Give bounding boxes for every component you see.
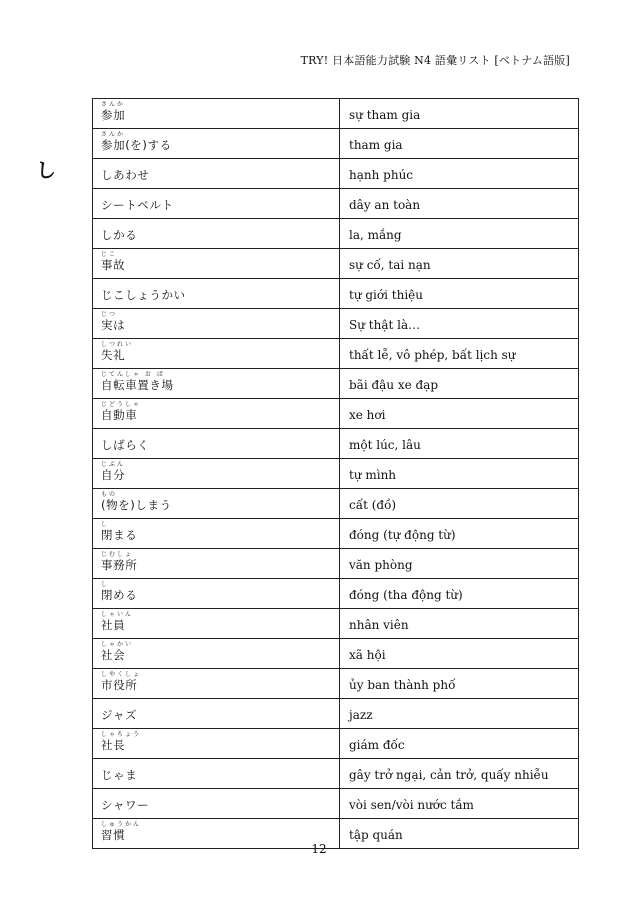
vietnamese-meaning-cell [340,519,579,549]
table-row [93,219,579,249]
japanese-term-cell [93,639,340,669]
vietnamese-meaning: tự giới thiệu [349,288,423,302]
japanese-term-cell [93,369,340,399]
japanese-term: 閉まる [101,528,138,542]
furigana-reading [101,281,339,288]
japanese-term-cell [93,249,340,279]
vietnamese-meaning: xe hơi [349,408,386,422]
furigana-reading [101,161,339,168]
vietnamese-meaning: xã hội [349,648,386,662]
furigana-reading: じむしょ [101,551,134,558]
section-kana-marker: し [36,158,56,182]
vietnamese-meaning-cell [340,279,579,309]
vietnamese-meaning-cell [340,639,579,669]
japanese-term: 事務所 [101,558,138,572]
vietnamese-meaning-cell [340,699,579,729]
furigana-reading [101,431,339,438]
vietnamese-meaning: hạnh phúc [349,168,414,182]
japanese-term: 事故 [101,258,126,272]
furigana-reading [101,701,339,708]
japanese-term: シートベルト [101,198,174,212]
furigana-reading [101,761,339,768]
table-row [93,279,579,309]
table-row [93,369,579,399]
japanese-term: 社長 [101,738,126,752]
japanese-term: しばらく [101,438,150,452]
vietnamese-meaning-cell [340,459,579,489]
table-row [93,519,579,549]
japanese-term-cell [93,669,340,699]
japanese-term: じゃま [101,768,138,782]
table-row [93,99,579,129]
table-row [93,729,579,759]
vocabulary-table [92,98,579,849]
vietnamese-meaning-cell [340,759,579,789]
japanese-term-cell [93,489,340,519]
japanese-term: 閉める [101,588,138,602]
japanese-term-cell [93,309,340,339]
vietnamese-meaning: thất lễ, vô phép, bất lịch sự [349,348,516,362]
japanese-term-cell [93,399,340,429]
furigana-reading: さんか [101,131,126,138]
vietnamese-meaning-cell [340,99,579,129]
table-row [93,489,579,519]
vietnamese-meaning-cell [340,189,579,219]
japanese-term-cell [93,519,340,549]
japanese-term: 市役所 [101,678,138,692]
furigana-reading: し [101,521,110,528]
furigana-reading: じてんしゃ お ば [101,371,165,378]
vietnamese-meaning: vòi sen/vòi nước tắm [349,798,474,812]
table-row [93,399,579,429]
vietnamese-meaning: Sự thật là… [349,318,421,332]
vietnamese-meaning-cell [340,339,579,369]
vietnamese-meaning: ủy ban thành phố [349,678,456,692]
furigana-reading [101,191,339,198]
japanese-term: しかる [101,228,138,242]
table-row [93,459,579,489]
table-row [93,759,579,789]
furigana-reading: じつ [101,311,118,318]
vietnamese-meaning: đóng (tha động từ) [349,588,463,602]
japanese-term: じこしょうかい [101,288,186,302]
page-number: 12 [311,842,327,856]
vietnamese-meaning: dây an toàn [349,198,421,212]
table-row [93,639,579,669]
table-row [93,159,579,189]
japanese-term-cell [93,219,340,249]
japanese-term: ジャズ [101,708,138,722]
table-row [93,339,579,369]
furigana-reading: しやくしょ [101,671,142,678]
table-row [93,789,579,819]
japanese-term-cell [93,759,340,789]
table-row [93,549,579,579]
furigana-reading: し [101,581,110,588]
japanese-term-cell [93,549,340,579]
japanese-term-cell [93,129,340,159]
vietnamese-meaning-cell [340,789,579,819]
vietnamese-meaning-cell [340,729,579,759]
vietnamese-meaning-cell [340,159,579,189]
japanese-term-cell [93,339,340,369]
japanese-term: 参加(を)する [101,138,172,152]
vietnamese-meaning: gây trở ngại, cản trở, quấy nhiễu [349,768,549,782]
japanese-term: 失礼 [101,348,126,362]
furigana-reading [101,791,339,798]
vietnamese-meaning: tham gia [349,138,403,152]
vietnamese-meaning: nhân viên [349,618,409,632]
table-row [93,579,579,609]
vietnamese-meaning: đóng (tự động từ) [349,528,456,542]
furigana-reading: しゃかい [101,641,134,648]
furigana-reading: もの [101,491,118,498]
japanese-term: 自動車 [101,408,138,422]
vietnamese-meaning-cell [340,219,579,249]
japanese-term-cell [93,279,340,309]
japanese-term-cell [93,699,340,729]
table-row [93,309,579,339]
vietnamese-meaning-cell [340,669,579,699]
japanese-term: 習慣 [101,828,126,842]
japanese-term-cell [93,609,340,639]
japanese-term-cell [93,579,340,609]
vietnamese-meaning: tập quán [349,828,403,842]
vietnamese-meaning-cell [340,489,579,519]
furigana-reading: じどうしゃ [101,401,142,408]
table-row [93,189,579,219]
vietnamese-meaning-cell [340,549,579,579]
furigana-reading: しゃちょう [101,731,142,738]
furigana-reading: さんか [101,101,126,108]
vietnamese-meaning-cell [340,399,579,429]
table-row [93,129,579,159]
vietnamese-meaning: giám đốc [349,738,405,752]
japanese-term-cell [93,429,340,459]
vietnamese-meaning: tự mình [349,468,397,482]
vietnamese-meaning: cất (đồ) [349,498,397,512]
japanese-term-cell [93,459,340,489]
vietnamese-meaning-cell [340,129,579,159]
page-header: TRY! 日本語能力試験 N4 語彙リスト [ベトナム語版] [300,54,570,67]
vietnamese-meaning-cell [340,309,579,339]
table-row [93,609,579,639]
japanese-term: 社会 [101,648,126,662]
table-row [93,429,579,459]
vietnamese-meaning: jazz [349,708,373,722]
japanese-term: 自転車置き場 [101,378,174,392]
furigana-reading: しつれい [101,341,134,348]
vietnamese-meaning: sự tham gia [349,108,421,122]
japanese-term: 参加 [101,108,126,122]
japanese-term-cell [93,189,340,219]
japanese-term-cell [93,159,340,189]
japanese-term: (物を)しまう [101,498,172,512]
vietnamese-meaning: sự cố, tai nạn [349,258,431,272]
japanese-term: しあわせ [101,168,150,182]
japanese-term: 社員 [101,618,126,632]
furigana-reading: じこ [101,251,118,258]
table-row [93,669,579,699]
japanese-term: 実は [101,318,126,332]
vietnamese-meaning-cell [340,429,579,459]
vietnamese-meaning-cell [340,249,579,279]
vietnamese-meaning: văn phòng [349,558,413,572]
furigana-reading [101,221,339,228]
furigana-reading: しゃいん [101,611,134,618]
vietnamese-meaning-cell [340,369,579,399]
table-row [93,249,579,279]
japanese-term-cell [93,789,340,819]
vietnamese-meaning-cell [340,609,579,639]
japanese-term: シャワー [101,798,150,812]
furigana-reading: しゅうかん [101,821,142,828]
furigana-reading: じぶん [101,461,126,468]
vietnamese-meaning: một lúc, lâu [349,438,421,452]
vietnamese-meaning: bãi đậu xe đạp [349,378,439,392]
vietnamese-meaning: la, mắng [349,228,402,242]
japanese-term: 自分 [101,468,126,482]
japanese-term-cell [93,99,340,129]
vietnamese-meaning-cell [340,579,579,609]
japanese-term-cell [93,729,340,759]
table-row [93,699,579,729]
